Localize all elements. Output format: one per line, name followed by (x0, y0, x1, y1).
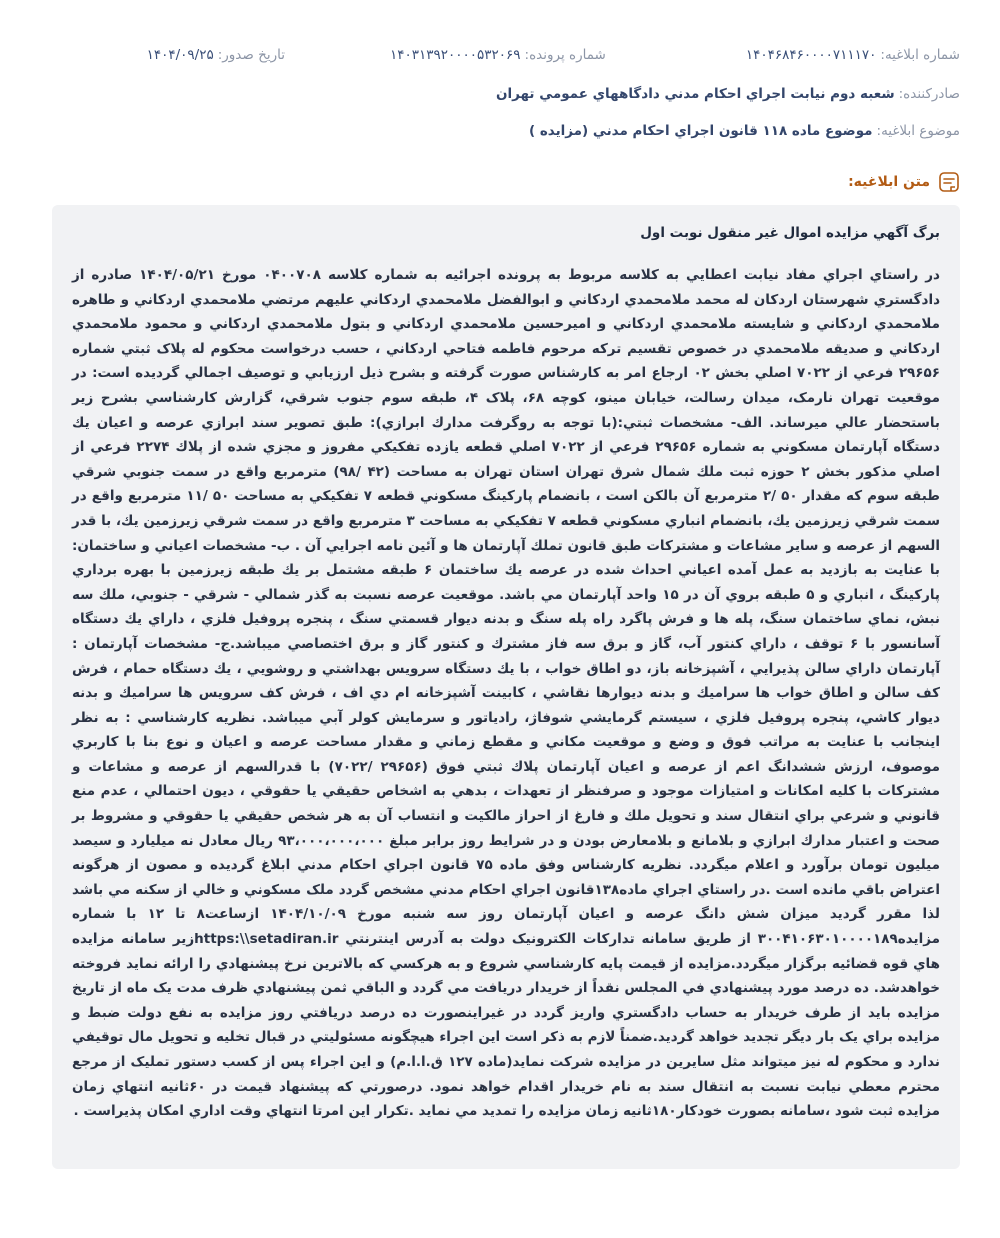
note-text-icon (938, 171, 960, 193)
notice-text-heading (848, 171, 960, 193)
subject-label: موضوع ابلاغيه: (876, 123, 960, 139)
case-number-value: ۱۴۰۳۱۳۹۲۰۰۰۰۵۳۲۰۶۹ (390, 47, 521, 63)
notice-text-label: متن ابلاغيه: (848, 174, 930, 190)
case-number-field (390, 47, 606, 63)
issue-date-value: ۱۴۰۴/۰۹/۲۵ (146, 47, 214, 63)
notice-meta-row (40, 47, 960, 63)
issue-date-label: تاريخ صدور: (217, 47, 286, 63)
subject-value: موضوع ماده ۱۱۸ قانون اجراي احکام مدني (مزايده ) (528, 123, 873, 139)
issue-date-field (147, 47, 285, 63)
issuer-label: صادرکننده: (898, 86, 960, 102)
notice-text-panel (52, 205, 960, 1169)
notice-number-field (746, 47, 960, 63)
notice-title: برگ آگهي مزايده اموال غير منقول نوبت اول (640, 225, 940, 241)
issuer-value: شعبه دوم نيابت اجراي احکام مدني دادگاههاي عمومي تهران (495, 86, 895, 102)
case-number-label: شماره پرونده: (524, 47, 606, 63)
notice-body-text: در راستاي اجراي مفاد نيابت اعطايي به کلاسه مربوط به پرونده اجرائيه به شماره کلاسه ۰۴۰۰۷۰۸ مورخ ۱۴۰۴/۰۵/۲۱ صادره از دادگستري شهرستان اردکان له محمد ملامحمدي اردکاني و ابوالفضل ملامحمدي اردکاني عليهم مرتضي ملامحمدي اردکاني و طاهره ملامحمدي اردکاني و شايسته ملامحمدي اردکاني و اميرحسين ملامحمدي اردکاني و بتول ملامحمدي اردکاني و محمود ملامحمدي اردکاني و صديقه ملامحمدي در خصوص تقسيم ترکه مرحوم فاطمه فتاحي اردکاني ، حسب درخواست محکوم له پلاک ثبتي شماره ۲۹۶۵۶ فرعي از ۷۰۲۲ اصلي بخش ۰۲ ارجاع امر به کارشناس صورت گرفته و بشرح ذيل ارزيابي و توصيف اجمالي گرديده است: در موقعيت تهران نارمک، ميدان رسالت، خيابان مينو، کوچه ۶۸، پلاک ۴، طبقه سوم جنوب شرقي، گزارش کارشناسي بشرح زير باستحضار عالي ميرساند. الف- مشخصات ثبتي:(با توجه به روگرفت مدارك ابرازي): طبق تصوير سند ابرازي عرصه و اعيان يك دستگاه آپارتمان مسكوني به شماره ۲۹۶۵۶ فرعي از ۷۰۲۲ اصلي قطعه يازده تفكيكي مفروز و مجزي شده از پلاك ۲۲۷۴ فرعي از اصلي مذكور بخش ۲ حوزه ثبت ملك شمال شرق تهران استان تهران به مساحت (۴۲ /۹۸) مترمربع واقع در سمت جنوبي شرقي طبقه سوم كه مقدار ۵۰ /۲ مترمربع آن بالكن است ، بانضمام پاركينگ مسكوني قطعه ۷ تفكيكي به مساحت ۵۰ /۱۱ مترمربع واقع در سمت شرقي زيرزمين يك، بانضمام انباري مسكوني قطعه ۷ تفكيكي به مساحت ۳ مترمربع واقع در سمت شرقي زيرزمين يك، با قدر السهم از عرصه و ساير مشاعات و مشتركات طبق قانون تملك آپارتمان ها و آئين نامه اجرايي آن . ب- مشخصات اعياني و ساختمان: با عنايت به بازديد به عمل آمده اعياني احداث شده در عرصه يك ساختمان ۶ طبقه مشتمل بر يك طبقه زيرزمين با بهره برداري پاركينگ ، انباري و ۵ طبقه بروي آن در ۱۵ واحد آپارتمان مي باشد. موقعيت عرصه نسبت به گذر شمالي - شرقي - جنوبي، ملك سه نبش، نماي ساختمان سنگ، پله ها و فرش پاگرد راه پله سنگ و بدنه ديوار قسمتي سنگ ، پنجره پروفيل فلزي ، داراي يك دستگاه آسانسور با ۶ توقف ، داراي كنتور آب، گاز و برق سه فاز مشترك و كنتور گاز و برق اختصاصي ميباشد.ج- مشخصات آپارتمان : آپارتمان داراي سالن پذيرايي ، آشپزخانه باز، دو اطاق خواب ، با يك دستگاه سرويس بهداشتي و روشويي ، يك دستگاه حمام ، فرش كف سالن و اطاق خواب ها سراميك و بدنه ديوارها نقاشي ، كابينت آشپزخانه ام دي اف ، فرش كف سرويس ها سراميك و بدنه ديوار كاشي، پنجره پروفيل فلزي ، سيستم گرمايشي شوفاژ، رادياتور و سرمايش كولر آبي ميباشد. نظريه كارشناسي : به نظر اينجانب با عنايت به مراتب فوق و وضع و موقعيت مكاني و مقطع زماني و مقدار مساحت عرصه و اعيان و نوع بنا با كاربري موصوف، ارزش ششدانگ اعم از عرصه و اعيان آپارتمان پلاك ثبتي فوق (۲۹۶۵۶ /۷۰۲۲) با قدرالسهم از عرصه و مشاعات و مشتركات با كليه امكانات و امتيازات موجود و صرفنظر از تعهدات ، بدهي به اشخاص حقيقي يا حقوقي ، ديون احتمالي ، عدم منع قانوني و شرعي براي انتقال سند و تحويل ملك و فارغ از احراز مالكيت و انتساب آن به هر شخص حقيقي يا حقوقي و مشروط بر صحت و اعتبار مدارك ابرازي و بلامانع و بلامعارض بودن و در شرايط روز برابر مبلغ ۹۳،۰۰۰،۰۰۰،۰۰۰ ريال معادل نه ميليارد و سيصد ميليون تومان برآورد و اعلام ميگردد. نظريه کارشناس وفق ماده ۷۵ قانون اجراي احکام مدني ابلاغ گرديده و مصون از هرگونه اعتراض باقي مانده است .در راستاي اجراي ماده۱۳۸قانون اجراي احکام مدني مشخص گردد ملک مسکوني و خالي از سکنه مي باشد لذا مقرر گرديد ميزان شش دانگ عرصه و اعيان آپارتمان روز سه شنبه مورخ ۱۴۰۴/۱۰/۰۹ ازساعت۸ تا ۱۲ با شماره مزايده۳۰۰۴۱۰۶۳۰۱۰۰۰۰۱۸۹ از طريق سامانه تدارکات الکترونيک دولت به آدرس اينترنتي https:\\setadiran.irزير سامانه مزايده هاي قوه قضائيه برگزار ميگردد.مزايده از قيمت پايه کارشناسي شروع و به هرکسي که بالاترين نرخ پيشنهادي را ارائه نمايد فروخته خواهدشد. ده درصد مورد پيشنهادي في المجلس نقداً از خريدار دريافت مي گردد و الباقي ثمن پيشنهادي ظرف مدت يک ماه از تاريخ مزايده بايد از طرف خريدار به حساب دادگستري واريز گردد در غيراينصورت ده درصد دريافتي روز مزايده به نفع دولت ضبط و مزايده براي يک بار ديگر تجديد خواهد گرديد.ضمناً لازم به ذکر است اين اجراء هيچگونه مسئوليتي در قبال تخليه و تحويل مال توقيفي ندارد و محکوم له نيز ميتواند مثل سايرين در مزايده شرکت نمايد(ماده ۱۲۷ ق.ا.ا.م) و اين اجراء پس از کسب دستور تمليک از مرجع محترم معطي نيابت نسبت به انتقال سند به نام خريدار اقدام خواهد نمود. درصورتي که پيشنهاد قيمت در ۶۰ثانيه انتهاي زمان مزايده ثبت شود ،سامانه بصورت خودکار۱۸۰ثانيه زمان مزايده را تمديد مي نمايد .تکرار اين امرتا انتهاي وقت اداري امکان پذيراست . (71, 267, 941, 1120)
notice-number-value: ۱۴۰۴۶۸۴۶۰۰۰۰۷۱۱۱۷۰ (745, 47, 877, 63)
issuer-row (40, 86, 960, 102)
notice-number-label: شماره ابلاغيه: (880, 47, 960, 63)
subject-row (40, 123, 960, 139)
